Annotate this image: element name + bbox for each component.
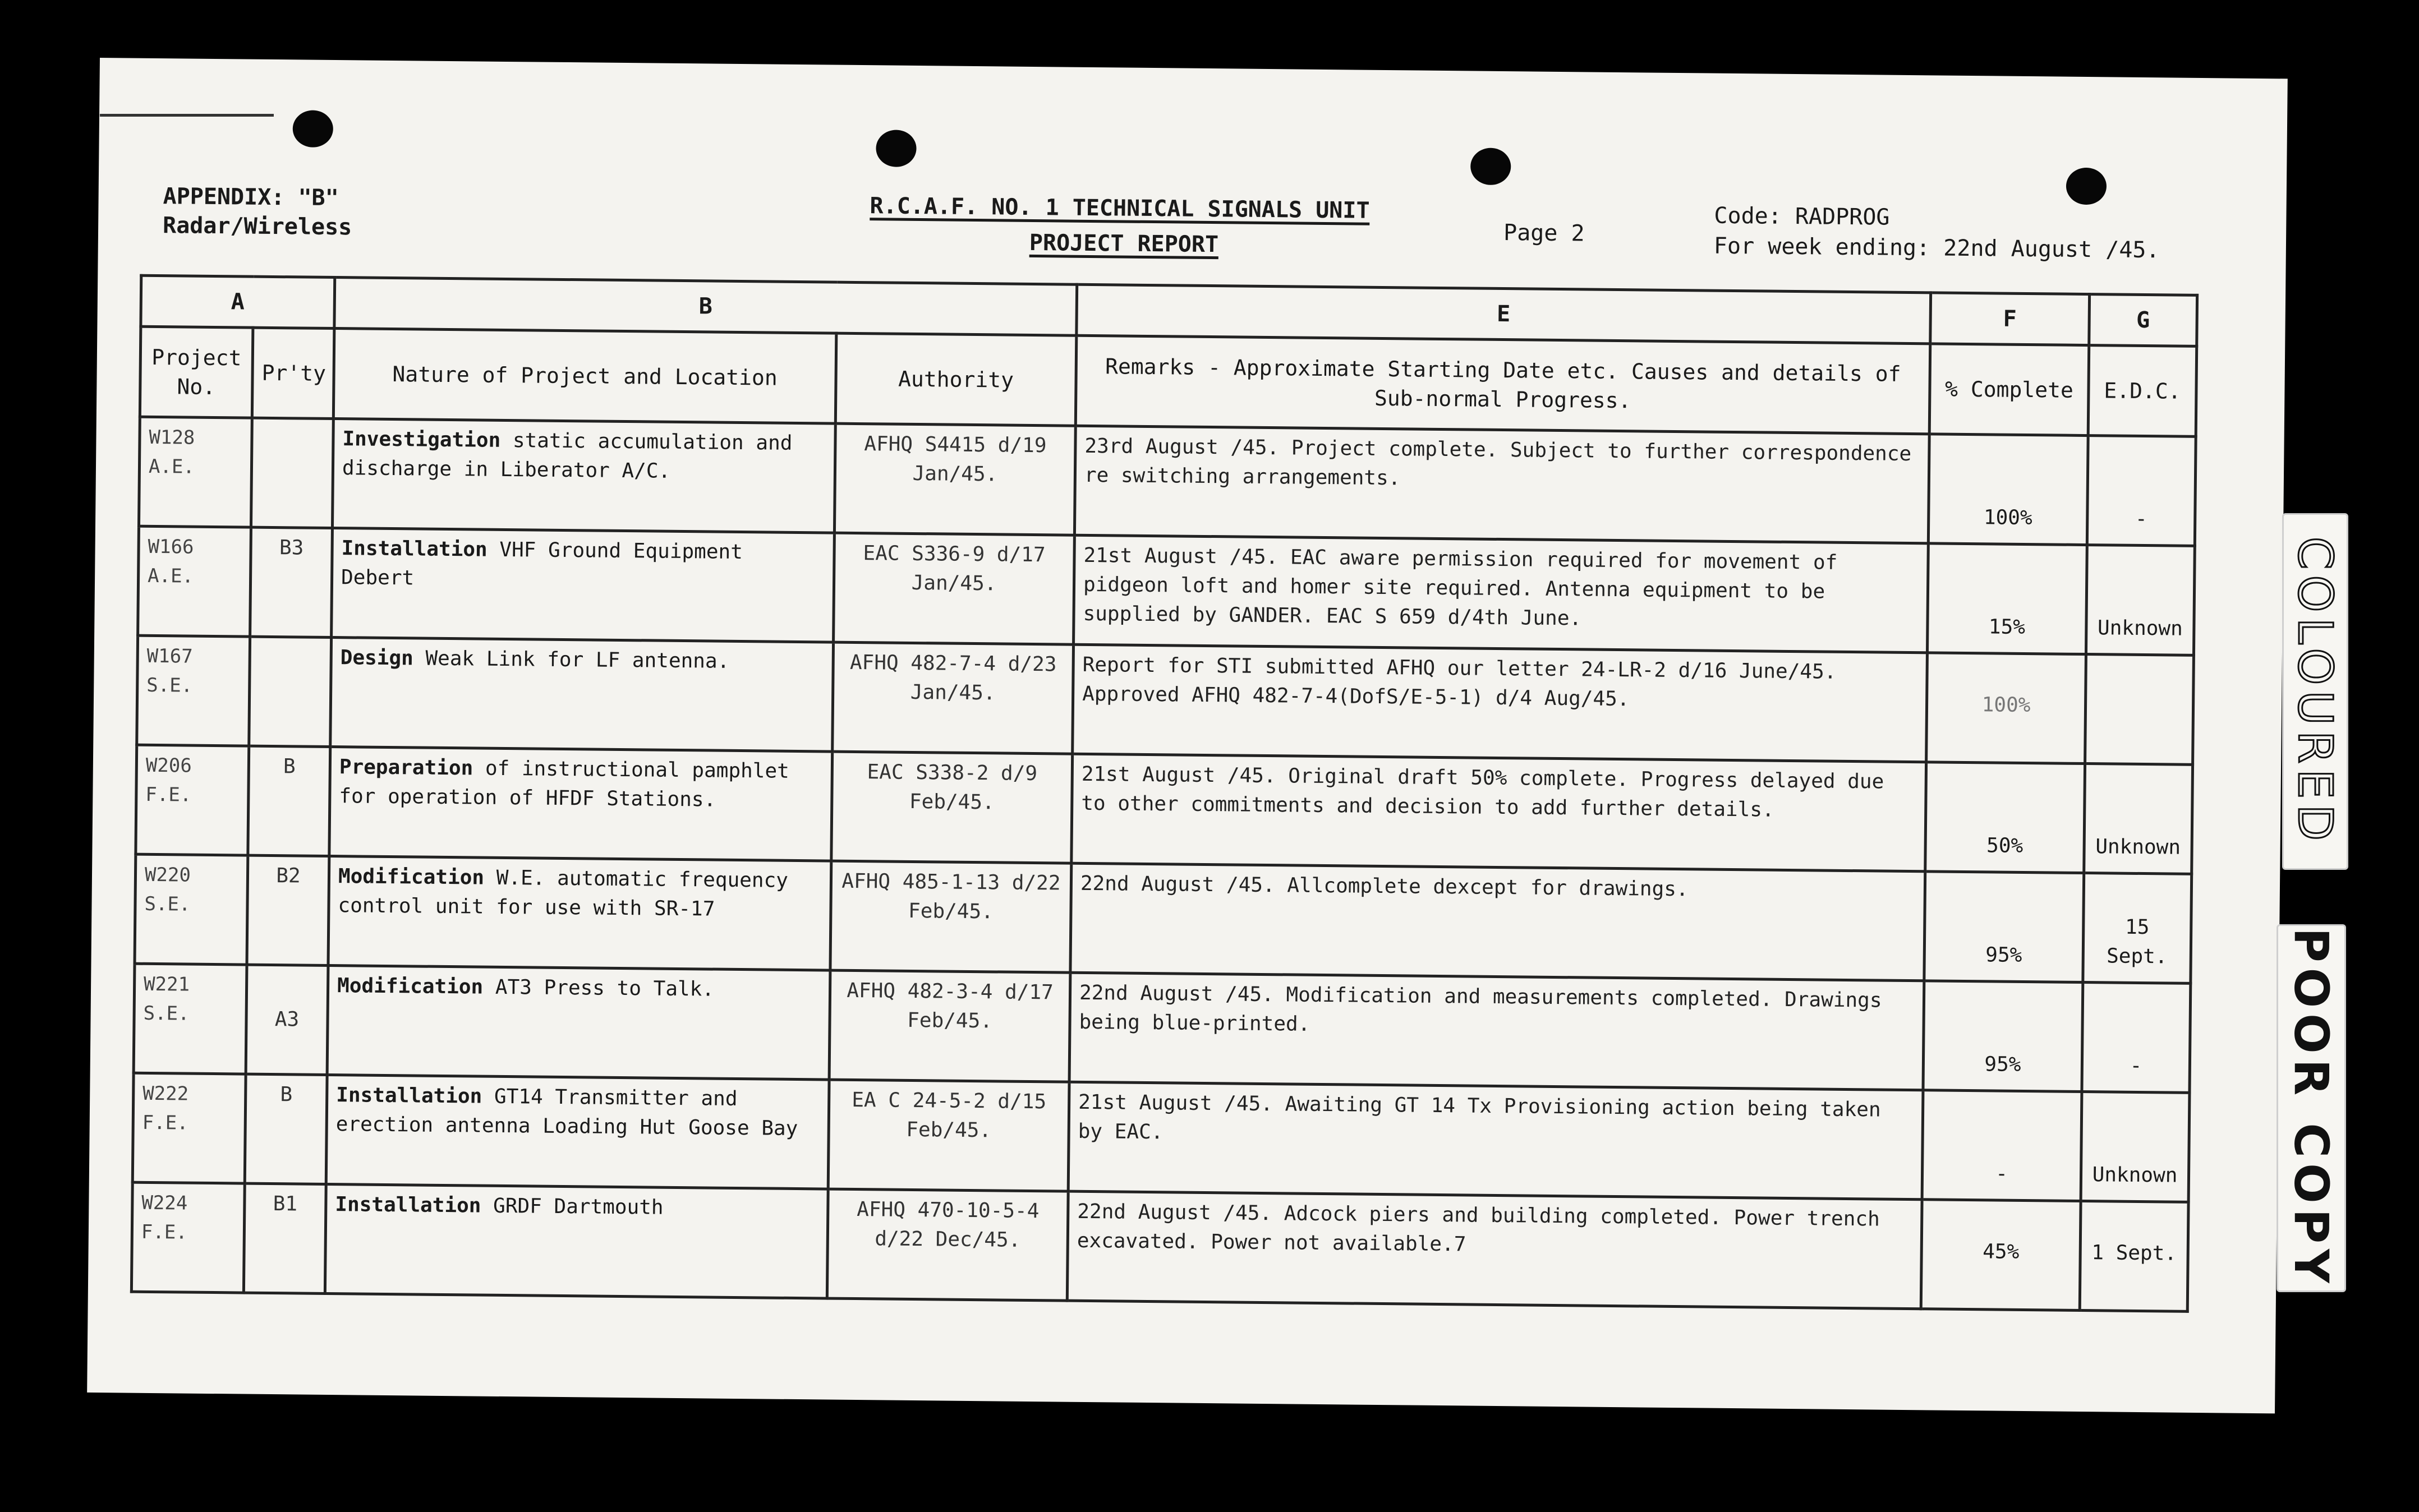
percent-complete: 100% (1928, 434, 2088, 545)
group-header-b: B (334, 278, 1077, 336)
col-header-nature: Nature of Project and Location (333, 329, 836, 424)
remarks: 21st August /45. Awaiting GT 14 Tx Provisioning action being taken by EAC. (1068, 1082, 1923, 1200)
remarks: 22nd August /45. Modification and measurements completed. Drawings being blue-printed. (1069, 972, 1924, 1090)
percent-complete: 15% (1927, 543, 2087, 654)
edc: - (2087, 436, 2196, 546)
report-title: PROJECT REPORT (1029, 229, 1219, 258)
priority: B (248, 746, 330, 856)
priority: A3 (246, 965, 328, 1075)
authority: AFHQ 485-1-13 d/22 Feb/45. (830, 861, 1071, 972)
section-label: Radar/Wireless (162, 213, 352, 241)
punch-hole (1470, 147, 1511, 185)
nature-keyword: Installation (341, 537, 488, 561)
project-number: W128 A.E. (139, 417, 252, 527)
punch-hole (292, 110, 333, 147)
authority: EA C 24-5-2 d/15 Feb/45. (828, 1080, 1069, 1191)
priority (249, 637, 332, 746)
pen-mark (100, 104, 274, 117)
nature-text: Weak Link for LF antenna. (425, 647, 730, 673)
col-header-edc: E.D.C. (2088, 345, 2197, 437)
table-row (131, 1182, 2188, 1311)
table-row (139, 417, 2196, 546)
nature-text: of instructional pamphlet for operation of HFDF Stations. (339, 757, 790, 812)
nature-keyword: Investigation (342, 427, 501, 452)
project-table (130, 274, 2199, 1313)
col-header-project: Project No. (140, 326, 253, 418)
group-header-g: G (2089, 294, 2197, 347)
nature-cell (328, 856, 831, 970)
edc: Unknown (2084, 764, 2193, 874)
nature-text: GT14 Transmitter and erection antenna Loading Hut Goose Bay (335, 1085, 798, 1141)
nature-cell (325, 1184, 828, 1298)
table-row (138, 526, 2195, 655)
table-row (136, 745, 2193, 874)
project-number: W221 S.E. (134, 964, 247, 1074)
nature-cell (329, 746, 833, 861)
nature-cell (330, 638, 834, 752)
remarks: 21st August /45. EAC aware permission required for movement of pidgeon loft and homer site required. Antenna equipment to be supplied by GANDER. EAC S 659 d/4th June. (1074, 535, 1929, 653)
nature-keyword: Preparation (339, 755, 473, 780)
group-header-e: E (1077, 284, 1931, 344)
edc: - (2082, 983, 2191, 1093)
unit-title: R.C.A.F. NO. 1 TECHNICAL SIGNALS UNIT (870, 193, 1370, 224)
remarks: 22nd August /45. Allcomplete dexcept for drawings. (1070, 863, 1925, 981)
nature-keyword: Modification (338, 865, 485, 889)
percent-complete: 95% (1924, 872, 2084, 983)
poor-copy-label: POOR COPY (2284, 928, 2339, 1289)
punch-hole (876, 130, 917, 167)
project-number: W220 S.E. (135, 854, 248, 965)
nature-text: VHF Ground Equipment Debert (341, 538, 743, 590)
percent-complete: 100% (1926, 653, 2086, 764)
nature-keyword: Modification (337, 974, 484, 999)
nature-cell (326, 1075, 829, 1189)
nature-keyword: Design (340, 646, 413, 670)
authority: AFHQ S4415 d/19 Jan/45. (834, 423, 1075, 535)
authority: AFHQ 482-7-4 d/23 Jan/45. (833, 642, 1074, 754)
authority: EAC S336-9 d/17 Jan/45. (834, 533, 1075, 644)
nature-text: static accumulation and discharge in Liberator A/C. (342, 429, 793, 483)
nature-text: AT3 Press to Talk. (495, 975, 715, 1001)
table-row (135, 854, 2192, 983)
coloured-stamp (2282, 513, 2348, 870)
col-header-percent: % Complete (1929, 344, 2089, 436)
edc: Unknown (2081, 1091, 2190, 1202)
page-number: Page 2 (1503, 220, 1585, 247)
percent-complete: 95% (1923, 981, 2083, 1092)
project-number: W167 S.E. (137, 635, 250, 746)
punch-hole (2066, 168, 2107, 205)
edc: Unknown (2086, 545, 2195, 656)
col-header-remarks: Remarks - Approximate Starting Date etc. Causes and details of Sub-normal Progress. (1075, 335, 1930, 434)
group-header-a: A (141, 275, 335, 328)
code-label: Code: RADPROG (1714, 202, 1890, 231)
coloured-label: COLOURED (2288, 536, 2343, 847)
col-header-authority: Authority (835, 333, 1077, 426)
project-number: W206 F.E. (136, 745, 249, 855)
authority: EAC S338-2 d/9 Feb/45. (831, 752, 1073, 863)
nature-cell (327, 965, 830, 1080)
nature-text: GRDF Dartmouth (493, 1194, 664, 1219)
project-number: W166 A.E. (138, 526, 251, 637)
nature-cell (332, 528, 835, 643)
priority: B3 (250, 527, 333, 637)
col-header-priority: Pr'ty (252, 328, 334, 418)
nature-text: W.E. automatic frequency control unit for use with SR-17 (338, 866, 789, 921)
edc: 15 Sept. (2083, 873, 2192, 984)
priority: B2 (247, 855, 329, 965)
project-number: W222 F.E. (132, 1073, 246, 1183)
authority: AFHQ 482-3-4 d/17 Feb/45. (829, 970, 1070, 1082)
percent-complete: 45% (1921, 1200, 2081, 1311)
table-row (137, 635, 2194, 764)
nature-keyword: Installation (335, 1193, 481, 1218)
percent-complete: 50% (1925, 762, 2085, 873)
priority: B (245, 1074, 327, 1184)
percent-complete: - (1922, 1090, 2082, 1201)
priority: B1 (243, 1183, 326, 1293)
appendix-label: APPENDIX: "B" (163, 183, 339, 211)
remarks: 23rd August /45. Project complete. Subject to further correspondence re switching arrangements. (1074, 426, 1929, 543)
remarks: 22nd August /45. Adcock piers and building completed. Power trench excavated. Power not available.7 (1067, 1191, 1922, 1309)
table-row (134, 964, 2191, 1092)
document-page (87, 58, 2288, 1413)
nature-keyword: Installation (336, 1084, 482, 1108)
remarks: 21st August /45. Original draft 50% complete. Progress delayed due to other commitments and decision to add further details. (1071, 754, 1926, 872)
week-ending: For week ending: 22nd August /45. (1713, 233, 2160, 264)
project-number: W224 F.E. (131, 1182, 245, 1293)
table-row (132, 1073, 2190, 1202)
poor-copy-stamp (2277, 924, 2346, 1292)
group-header-f: F (1930, 293, 2090, 345)
edc (2085, 654, 2194, 765)
edc: 1 Sept. (2080, 1201, 2188, 1311)
nature-cell (332, 419, 835, 533)
priority (251, 418, 333, 528)
authority: AFHQ 470-10-5-4 d/22 Dec/45. (827, 1189, 1068, 1301)
remarks: Report for STI submitted AFHQ our letter 24-LR-2 d/16 June/45. Approved AFHQ 482-7-4(DofS/E-5-1) d/4 Aug/45. (1073, 644, 1928, 762)
